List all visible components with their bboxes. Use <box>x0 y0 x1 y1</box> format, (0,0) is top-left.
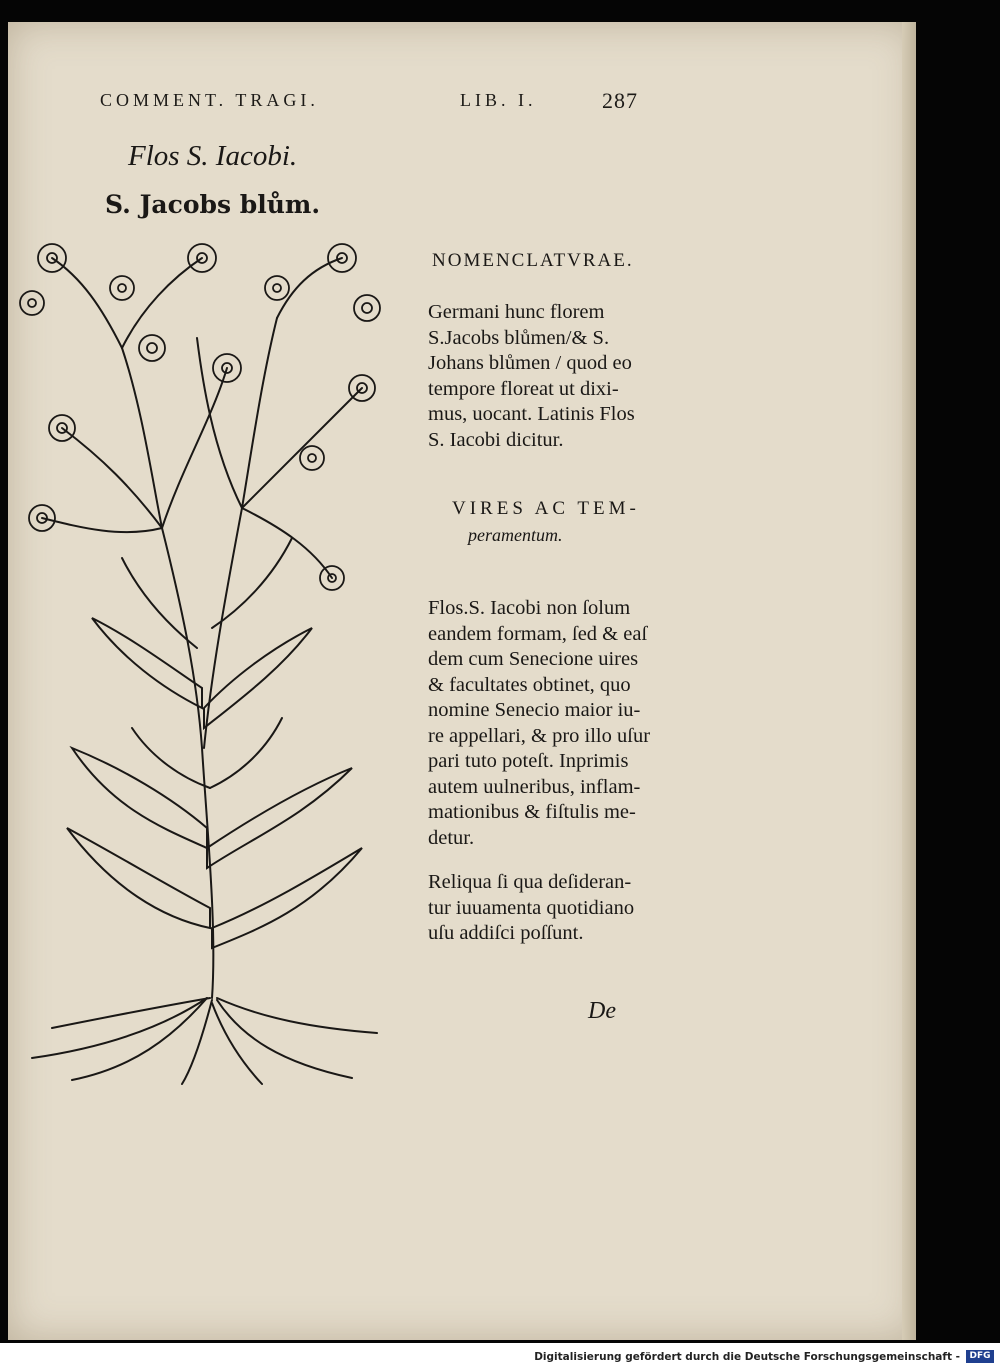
dfg-logo: DFG <box>966 1350 994 1363</box>
text-line: re appellari, & pro illo uſur <box>428 724 651 747</box>
plant-title-latin: Flos S. Iacobi. <box>128 140 298 172</box>
text-line: tempore floreat ut dixi- <box>428 377 619 400</box>
reliqua-paragraph <box>428 870 634 947</box>
vires-heading: VIRES AC TEM- <box>452 498 640 519</box>
nomenclature-paragraph <box>428 300 635 453</box>
text-line: dem cum Senecione uires <box>428 648 639 670</box>
vires-heading-continuation: peramentum. <box>468 525 563 545</box>
text-line: autem uulneribus, inflam- <box>428 775 641 798</box>
text-line: detur. <box>428 826 475 849</box>
text-line: uſu addiſci poſſunt. <box>428 922 584 944</box>
text-line: tur iuuamenta quotidiano <box>428 896 635 919</box>
catchword: De <box>588 998 616 1024</box>
woodcut-plant-illustration <box>12 228 384 1086</box>
text-line: Germani hunc florem <box>428 301 605 323</box>
running-head-title: COMMENT. TRAGI. <box>100 90 319 110</box>
text-line: & facultates obtinet, quo <box>428 673 631 696</box>
digitization-credit: Digitalisierung gefördert durch die Deutsche Forschungsgemeinschaft - <box>534 1351 960 1363</box>
text-line: Flos.S. Iacobi non ſolum <box>428 597 631 619</box>
text-line: mationibus & fiſtulis me- <box>428 801 636 823</box>
text-line: S. Iacobi dicitur. <box>428 428 564 451</box>
running-head-book: LIB. I. <box>460 90 537 110</box>
text-line: Reliqua ſi qua deſideran- <box>428 871 632 893</box>
plant-title-german: S. Jacobs blům. <box>105 190 321 219</box>
text-line: eandem formam, ſed & eaſ <box>428 622 648 645</box>
vires-paragraph <box>428 596 650 851</box>
page-edge <box>902 22 916 1340</box>
page-number: 287 <box>602 88 638 113</box>
nomenclature-heading: NOMENCLATVRAE. <box>432 250 634 271</box>
text-line: Johans blůmen / quod eo <box>428 352 632 374</box>
text-line: mus, uocant. Latinis Flos <box>428 403 635 425</box>
text-line: S.Jacobs blůmen/& S. <box>428 326 610 349</box>
text-line: pari tuto poteſt. Inprimis <box>428 750 629 772</box>
running-head <box>100 90 660 120</box>
text-line: nomine Senecio maior iu- <box>428 699 641 721</box>
